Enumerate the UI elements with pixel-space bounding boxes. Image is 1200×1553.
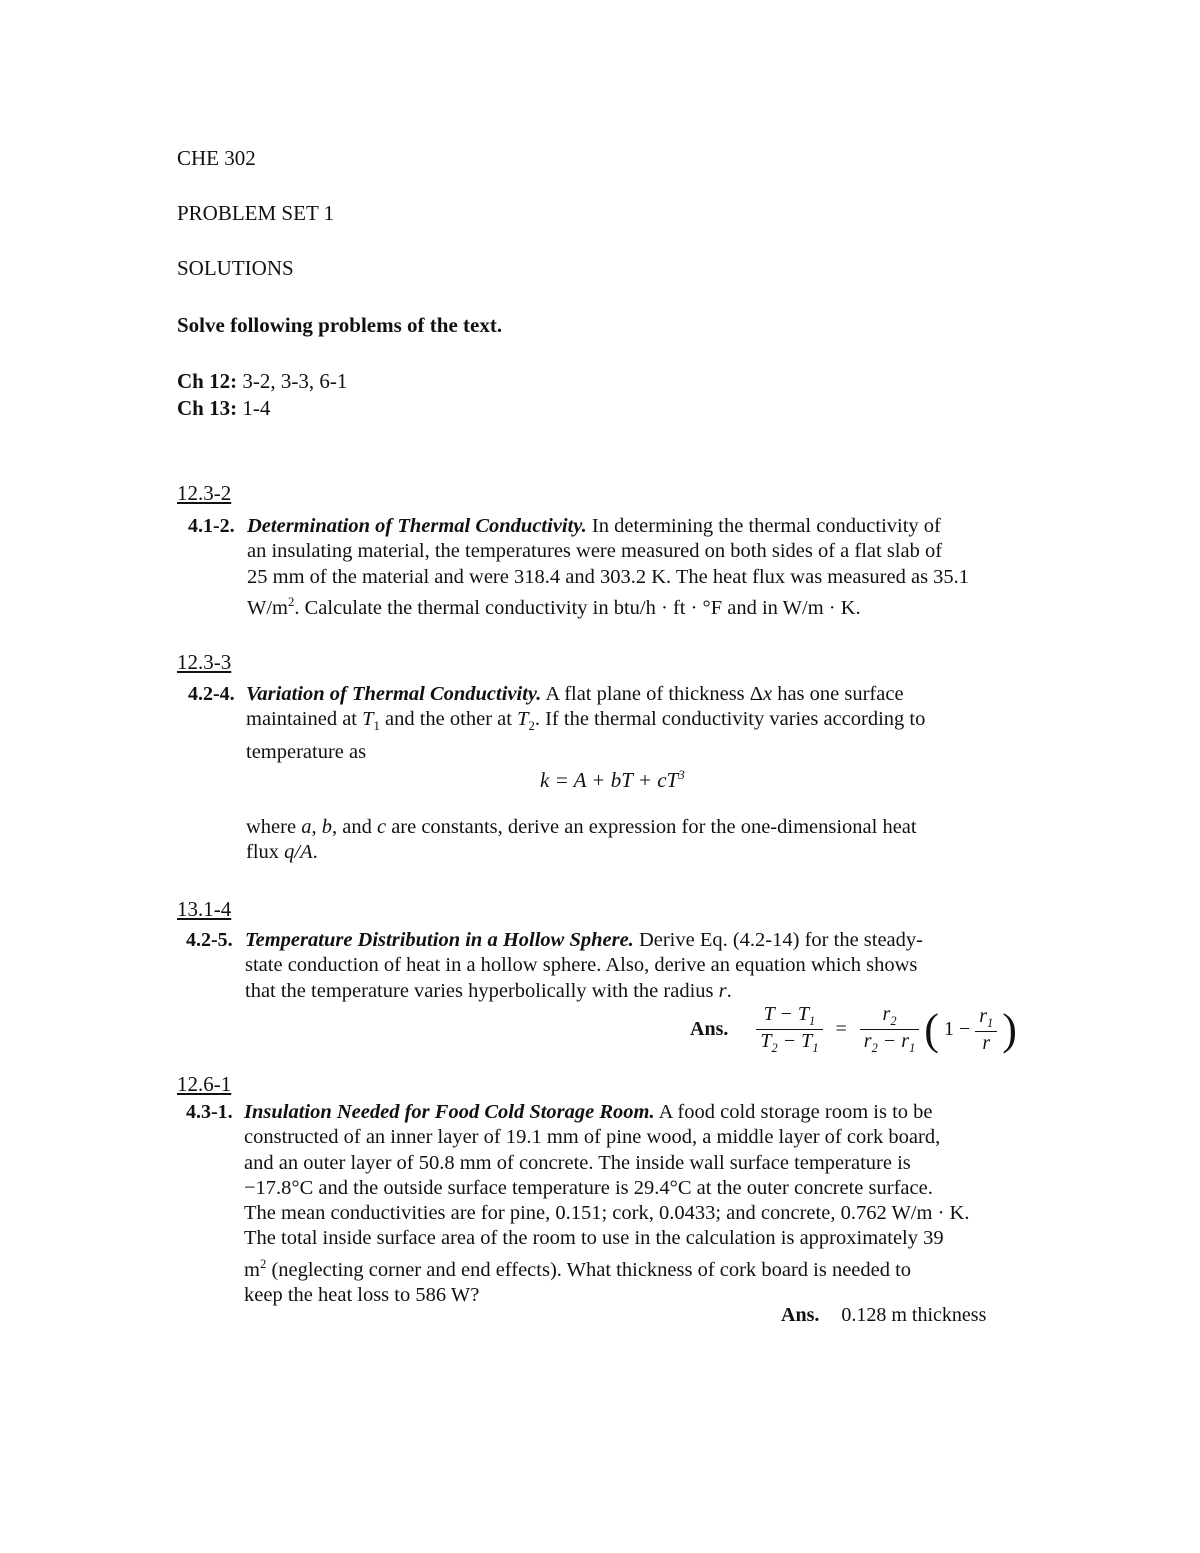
section-heading-12-3-3: 12.3-3: [177, 650, 232, 674]
problem-number: 4.2-4.: [188, 683, 235, 705]
section-heading-13-1-4: 13.1-4: [177, 897, 232, 921]
text-line: constructed of an inner layer of 19.1 mm of pine wood, a middle layer of cork board,: [244, 1126, 941, 1149]
course-title: CHE 302: [177, 146, 256, 170]
problem-number: 4.3-1.: [186, 1101, 233, 1123]
problem-text-continued: where a, b, and c are constants, derive an expression for the one-dimensional heat flux q/A.: [246, 816, 917, 864]
ch13-assignment: [177, 396, 270, 421]
equation-k: k = A + bT + $cT^3$: [540, 767, 685, 792]
problem-number: 4.2-5.: [186, 929, 233, 951]
text-line: The mean conductivities are for pine, 0.151; cork, 0.0433; and concrete, 0.762 W/m · K.: [244, 1202, 970, 1225]
text-line: keep the heat loss to 586 W?: [244, 1283, 480, 1306]
instruction-text: Solve following problems of the text.: [177, 313, 503, 337]
answer-equation: Ans. $\frac{T - T_1}{T_2 - T_1}$ = $\frac{r_2}{r_2 - r_1}$ ( 1 − $\frac{r_1}{r}$ ): [690, 1003, 1017, 1055]
answer-value: 0.128 m thickness: [841, 1304, 987, 1326]
answer-line: [781, 1304, 986, 1327]
answer-label: Ans.: [690, 1018, 729, 1040]
ch12-list: 3-2, 3-3, 6-1: [242, 369, 348, 393]
section-heading-12-3-2: 12.3-2: [177, 481, 232, 505]
text-line: The total inside surface area of the room to use in the calculation is approximately 39: [244, 1227, 944, 1250]
text-line: an insulating material, the temperatures were measured on both sides of a flat slab of: [247, 540, 943, 563]
answer-label: Ans.: [781, 1304, 820, 1326]
fraction-temperature: $\frac{T - T_1}{T_2 - T_1}$: [756, 1003, 822, 1056]
solutions-title: SOLUTIONS: [177, 256, 294, 280]
text-line: 25 mm of the material and were 318.4 and 303.2 K. The heat flux was measured as 35.1: [247, 565, 970, 588]
text-line: −17.8°C and the outside surface temperature is 29.4°C at the outer concrete surface.: [244, 1176, 933, 1199]
fraction-radius: $\frac{r_2}{r_2 - r_1}$: [860, 1003, 919, 1056]
problem-title: Temperature Distribution in a Hollow Sphere.: [245, 929, 634, 951]
problem-text: Insulation Needed for Food Cold Storage Room. A food cold storage room is to be constructed of an inner layer of 19.1 mm of pine wood, a middle layer of cork board, and an outer layer of 50.8 mm of concrete. The inside wall surface temperature is −17.8°C and the outside surface temperature is 29.4°C at the outer concrete surface. The mean conductivities are for pine, 0.151; cork, 0.0433; and concrete, 0.762 W/m · K. The total inside surface area of the room to use in the calculation is approximately 39 $m^2$ (neglecting corner and end effects). What thickness of cork board is needed to keep the heat loss to 586 W?: [244, 1100, 969, 1308]
ch12-label: Ch 12:: [177, 369, 238, 393]
problem-title: Insulation Needed for Food Cold Storage Room.: [244, 1101, 655, 1123]
ch12-assignment: [177, 369, 347, 394]
text-line: temperature as: [246, 740, 367, 763]
problem-set-title: PROBLEM SET 1: [177, 201, 335, 225]
section-heading-12-6-1: 12.6-1: [177, 1072, 232, 1096]
text-line: state conduction of heat in a hollow sphere. Also, derive an equation which shows: [245, 954, 918, 977]
problem-title: Variation of Thermal Conductivity.: [246, 683, 542, 705]
ch13-list: 1-4: [242, 396, 271, 420]
problem-text: Variation of Thermal Conductivity. A flat plane of thickness Δx has one surface maintained at $T_1$ and the other at $T_2$. If the thermal conductivity varies according to temperature as: [246, 682, 925, 765]
problem-text: Temperature Distribution in a Hollow Sphere. Derive Eq. (4.2-14) for the steady- state conduction of heat in a hollow sphere. Also, derive an equation which shows that the temperature varies hyperbolically with the radius r.: [245, 929, 923, 1002]
fraction-r1-r: $\frac{r_1}{r}$: [975, 1005, 997, 1055]
ch13-label: Ch 13:: [177, 396, 238, 420]
problem-text: [247, 514, 969, 621]
text-line: and an outer layer of 50.8 mm of concrete. The inside wall surface temperature is: [244, 1151, 911, 1174]
text-line: In determining the thermal conductivity of: [591, 515, 941, 537]
problem-title: Determination of Thermal Conductivity.: [247, 515, 587, 537]
problem-number: 4.1-2.: [188, 515, 235, 537]
text-line: $W/m^2$. Calculate the thermal conductivity in btu/h · ft · °F and in W/m · K.: [247, 594, 861, 619]
